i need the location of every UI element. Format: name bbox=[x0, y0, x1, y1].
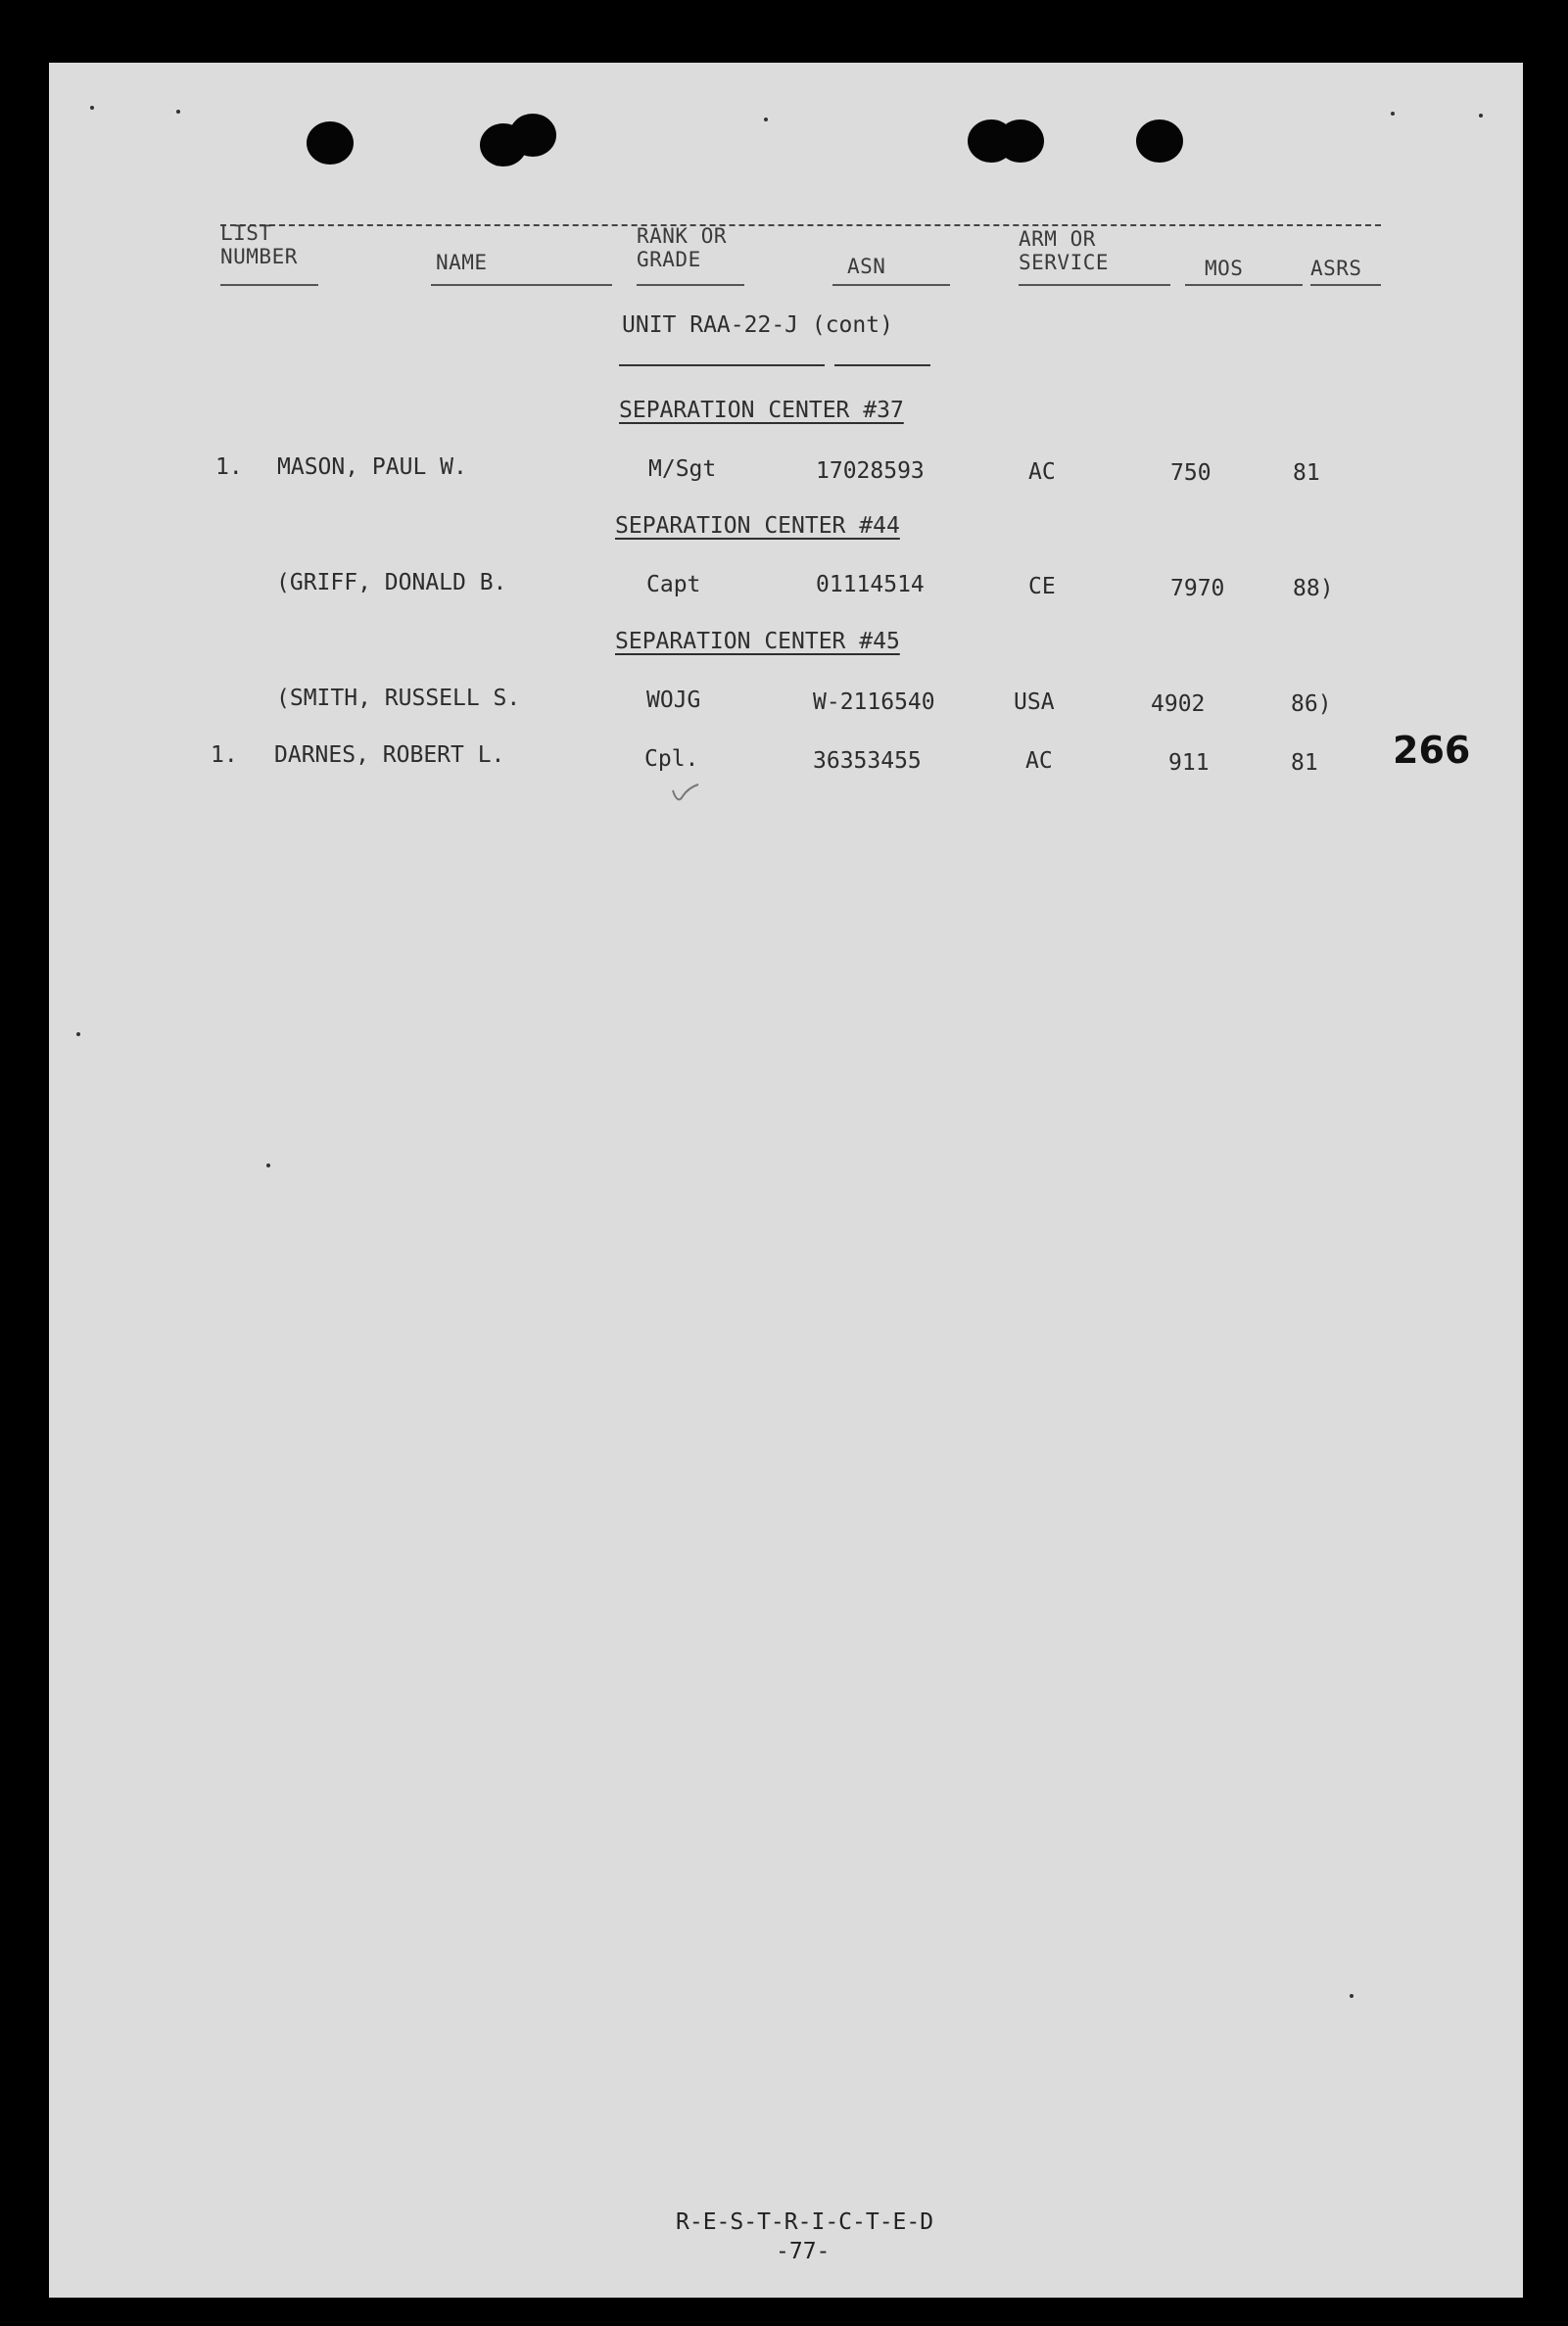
cell-mos: 4902 bbox=[1151, 691, 1206, 717]
header-mos-label: MOS bbox=[1205, 257, 1244, 280]
header-underline bbox=[431, 284, 612, 286]
punch-hole bbox=[997, 119, 1044, 163]
cell-arm: CE bbox=[1028, 574, 1056, 599]
speck bbox=[76, 1032, 80, 1036]
speck bbox=[1479, 114, 1483, 118]
speck bbox=[176, 110, 180, 114]
cell-asn: 17028593 bbox=[816, 458, 925, 484]
speck bbox=[266, 1163, 270, 1167]
cell-name: DARNES, ROBERT L. bbox=[274, 742, 505, 768]
header-arm-line-1: ARM OR bbox=[1019, 227, 1096, 251]
header-rank bbox=[637, 224, 727, 271]
header-asn bbox=[847, 255, 885, 278]
cell-rank: WOJG bbox=[646, 688, 701, 713]
header-underline bbox=[832, 284, 950, 286]
punch-hole bbox=[1136, 119, 1183, 163]
header-underline bbox=[220, 284, 318, 286]
speck bbox=[1350, 1994, 1354, 1998]
header-list-line-2: NUMBER bbox=[220, 245, 298, 268]
cell-asrs: 81 bbox=[1291, 750, 1318, 776]
cell-arm: USA bbox=[1014, 689, 1055, 715]
header-underline bbox=[1019, 284, 1170, 286]
punch-hole bbox=[509, 114, 556, 157]
unit-title-rule bbox=[619, 364, 825, 366]
cell-list: 1. bbox=[211, 742, 238, 768]
unit-title bbox=[622, 312, 893, 338]
punch-hole bbox=[307, 121, 354, 165]
speck bbox=[1391, 112, 1395, 116]
header-arm-line-2: SERVICE bbox=[1019, 251, 1110, 274]
cell-asn: W-2116540 bbox=[813, 689, 935, 715]
cell-asrs: 88) bbox=[1293, 576, 1334, 601]
header-list bbox=[220, 221, 298, 268]
header-name bbox=[436, 251, 488, 274]
header-rank-line-2: GRADE bbox=[637, 248, 701, 271]
cell-mos: 750 bbox=[1170, 460, 1212, 486]
unit-title-rule bbox=[834, 364, 930, 366]
cell-rank: Capt bbox=[646, 572, 701, 597]
header-asn-label: ASN bbox=[847, 255, 886, 278]
cell-arm: AC bbox=[1028, 459, 1056, 485]
cell-rank: Cpl. bbox=[644, 746, 699, 772]
cell-arm: AC bbox=[1025, 748, 1053, 774]
cell-asrs: 86) bbox=[1291, 691, 1332, 717]
header-underline bbox=[1185, 284, 1303, 286]
section-title: SEPARATION CENTER #37 bbox=[619, 398, 904, 423]
cell-asn: 01114514 bbox=[816, 572, 925, 597]
header-asrs-label: ASRS bbox=[1310, 257, 1362, 280]
speck bbox=[764, 118, 768, 121]
classification-footer: R-E-S-T-R-I-C-T-E-D bbox=[676, 2209, 934, 2235]
header-mos bbox=[1205, 257, 1243, 280]
section-title: SEPARATION CENTER #44 bbox=[615, 513, 900, 539]
header-name-label: NAME bbox=[436, 251, 488, 274]
header-asrs bbox=[1310, 257, 1362, 280]
cell-mos: 7970 bbox=[1170, 576, 1225, 601]
header-top-rule bbox=[220, 224, 1381, 226]
header-underline bbox=[637, 284, 744, 286]
cell-asn: 36353455 bbox=[813, 748, 922, 774]
cell-name: (SMITH, RUSSELL S. bbox=[276, 686, 521, 711]
document-page bbox=[49, 63, 1523, 2298]
cell-mos: 911 bbox=[1168, 750, 1210, 776]
header-rank-line-1: RANK OR bbox=[637, 224, 728, 248]
header-arm bbox=[1019, 227, 1109, 274]
cell-list: 1. bbox=[215, 454, 243, 480]
section-title: SEPARATION CENTER #45 bbox=[615, 629, 900, 654]
cell-asrs: 81 bbox=[1293, 460, 1320, 486]
cell-name: MASON, PAUL W. bbox=[277, 454, 467, 480]
cell-name: (GRIFF, DONALD B. bbox=[276, 570, 507, 595]
handwritten-check-mark bbox=[671, 783, 700, 804]
page-number: -77- bbox=[776, 2239, 831, 2264]
unit-title-text: UNIT RAA-22-J (cont) bbox=[622, 312, 893, 338]
page-reference-number: 266 bbox=[1393, 729, 1471, 772]
speck bbox=[90, 106, 94, 110]
header-list-line-1: LIST bbox=[220, 221, 272, 245]
cell-rank: M/Sgt bbox=[648, 456, 717, 482]
header-underline bbox=[1310, 284, 1381, 286]
